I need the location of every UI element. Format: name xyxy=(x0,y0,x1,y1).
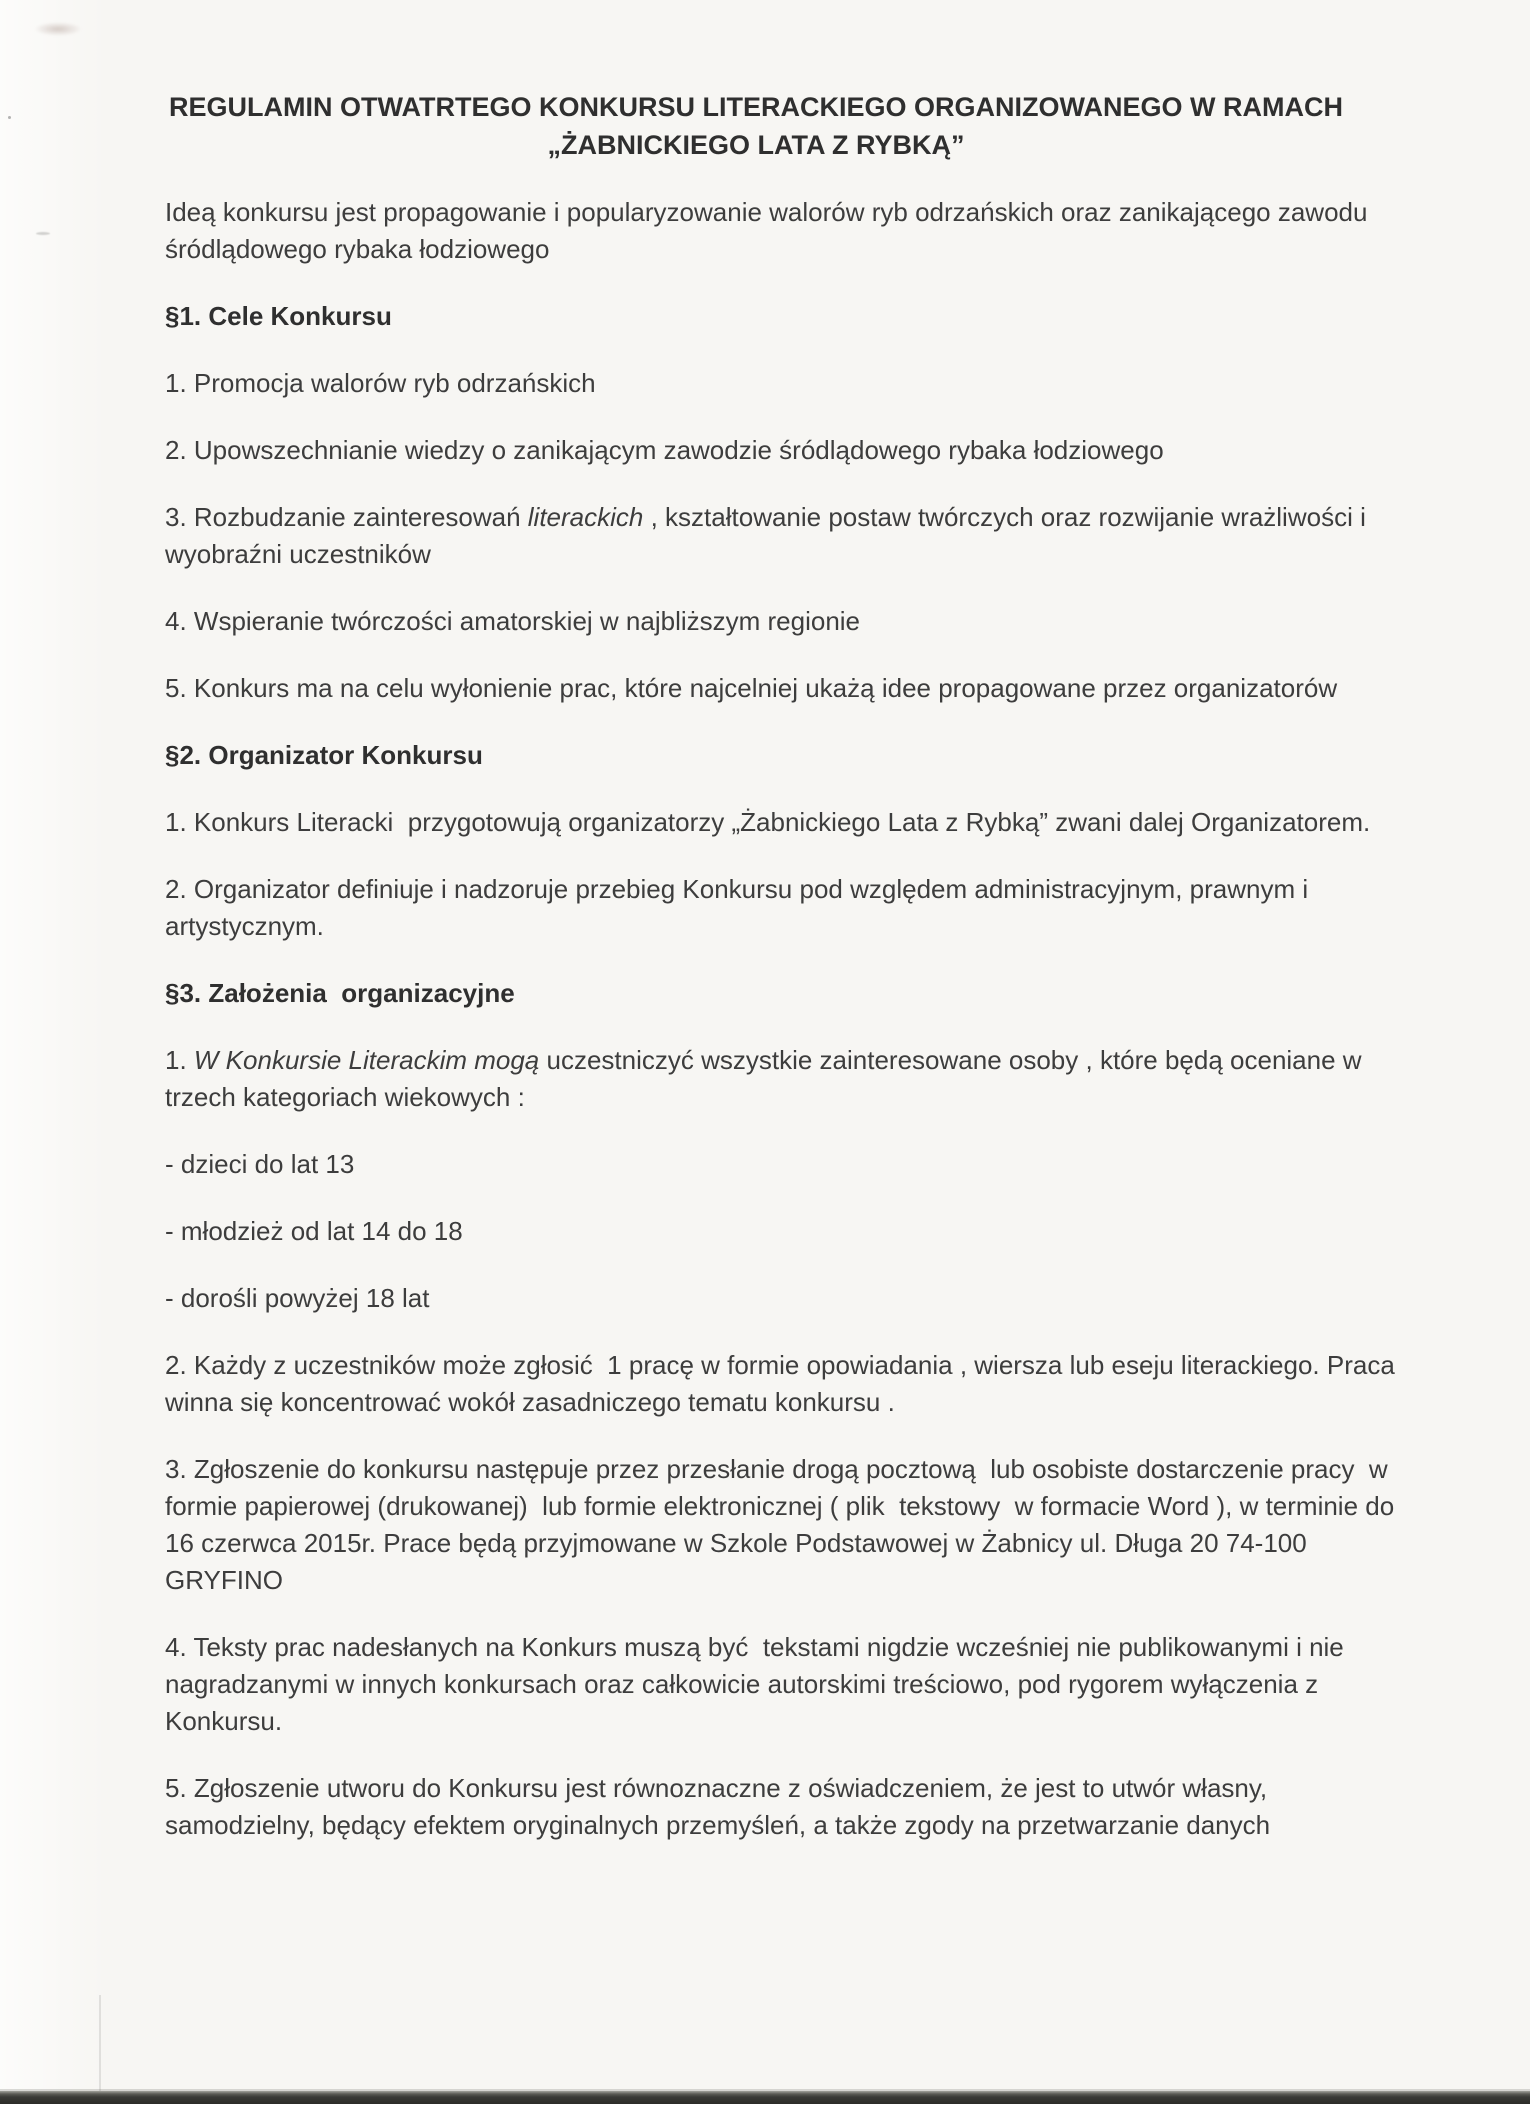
section-1-item-3-text: , kształtowanie postaw twórczych oraz rozwijanie wrażliwości i wyobraźni uczestników xyxy=(165,502,1374,569)
section-3-item-3: 3. Zgłoszenie do konkursu następuje przez przesłanie drogą pocztową lub osobiste dostarczenie pracy w formie papierowej (drukowanej) lub formie elektronicznej ( plik tekstowy w formacie Word ), w terminie do 16 czerwca 2015r. Prace będą przyjmowane w Szkole Podstawowej w Żabnicy ul. Długa 20 74-100 GRYFINO xyxy=(165,1454,1402,1595)
section-3-item-1-text: 1. xyxy=(165,1045,194,1075)
section-1-item-3-italic: literackich xyxy=(527,502,644,532)
section-3-heading: §3. Założenia organizacyjne xyxy=(165,978,515,1008)
intro-paragraph: Ideą konkursu jest propagowanie i popularyzowanie walorów ryb odrzańskich oraz zanikającego zawodu śródlądowego rybaka łodziowego xyxy=(165,197,1375,264)
document-title-line-1: REGULAMIN OTWATRTEGO KONKURSU LITERACKIEGO ORGANIZOWANEGO W RAMACH xyxy=(169,92,1343,122)
section-1-item-3 xyxy=(165,499,1405,573)
section-1-item-1: 1. Promocja walorów ryb odrzańskich xyxy=(165,368,596,398)
section-1-heading: §1. Cele Konkursu xyxy=(165,301,392,331)
section-3-item-5: 5. Zgłoszenie utworu do Konkursu jest równoznaczne z oświadczeniem, że jest to utwór własny, samodzielny, będący efektem oryginalnych przemyśleń, a także zgody na przetwarzanie danych xyxy=(165,1773,1275,1840)
section-3-age-category-2: - młodzież od lat 14 do 18 xyxy=(165,1216,463,1246)
scan-speck xyxy=(36,232,50,235)
scan-edge-light-strip xyxy=(0,0,108,2104)
section-3-item-1-text: uczestniczyć wszystkie zainteresowane osoby , które będą oceniane w trzech kategoriach wiekowych : xyxy=(165,1045,1369,1112)
scan-speck xyxy=(8,116,11,119)
section-3-item-2: 2. Każdy z uczestników może zgłosić 1 pracę w formie opowiadania , wiersza lub eseju literackiego. Praca winna się koncentrować wokół zasadniczego tematu konkursu . xyxy=(165,1350,1403,1417)
section-1-item-3-text: 3. Rozbudzanie zainteresowań xyxy=(165,502,528,532)
section-3-age-category-3: - dorośli powyżej 18 lat xyxy=(165,1283,430,1313)
section-2-heading: §2. Organizator Konkursu xyxy=(165,740,483,770)
section-3-age-category-1: - dzieci do lat 13 xyxy=(165,1149,355,1179)
scan-smudge-artifact xyxy=(34,22,82,36)
document-body xyxy=(165,88,1405,1874)
section-1-item-5: 5. Konkurs ma na celu wyłonienie prac, które najcelniej ukażą idee propagowane przez organizatorów xyxy=(165,673,1338,703)
scanner-bottom-band xyxy=(0,2091,1530,2104)
document-title-line-2: „ŻABNICKIEGO LATA Z RYBKĄ” xyxy=(547,130,965,160)
section-3-item-1-italic: W Konkursie Literackim mogą xyxy=(193,1045,540,1075)
section-3-item-4: 4. Teksty prac nadesłanych na Konkurs muszą być tekstami nigdzie wcześniej nie publikowanymi i nie nagradzanymi w innych konkursach oraz całkowicie autorskimi treściowo, pod rygorem wyłączenia z Konkursu. xyxy=(165,1632,1351,1736)
section-3-item-1 xyxy=(165,1042,1405,1116)
document-title xyxy=(107,88,1405,164)
section-2-item-2: 2. Organizator definiuje i nadzoruje przebieg Konkursu pod względem administracyjnym, prawnym i artystycznym. xyxy=(165,874,1316,941)
section-1-item-4: 4. Wspieranie twórczości amatorskiej w najbliższym regionie xyxy=(165,606,861,636)
section-2-item-1: 1. Konkurs Literacki przygotowują organizatorzy „Żabnickiego Lata z Rybką” zwani dalej Organizatorem. xyxy=(165,807,1371,837)
scan-edge-seam xyxy=(99,1995,101,2091)
section-1-item-2: 2. Upowszechnianie wiedzy o zanikającym zawodzie śródlądowego rybaka łodziowego xyxy=(165,435,1164,465)
